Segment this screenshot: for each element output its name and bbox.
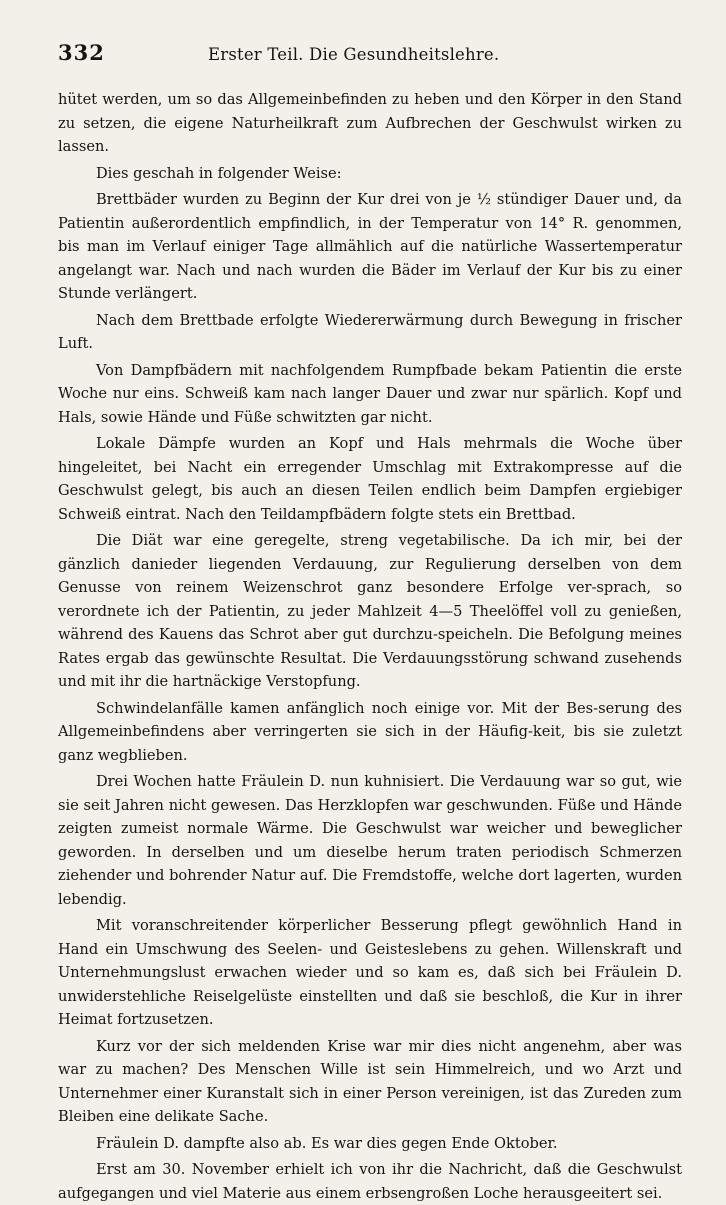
paragraph: Mit voranschreitender körperlicher Besserung pflegt gewöhnlich Hand in Hand ein Umschwung des Seelen- und Geisteslebens zu gehen. Willenskraft und Unternehmungslust erwachen wieder und so kam es, daß sich bei Fräulein D. unwiderstehliche Reiselgelüste einstellten und daß sie beschloß, die Kur in ihrer Heimat fortzusetzen.	[58, 917, 682, 1028]
paragraph: Brettbäder wurden zu Beginn der Kur drei von je ½ stündiger Dauer und, da Patientin außerordentlich empfindlich, in der Temperatur von 14° R. genommen, bis man im Verlauf einiger Tage allmählich auf die natürliche Wassertemperatur angelangt war. Nach und nach wurden die Bäder im Verlauf der Kur bis zu einer Stunde verlängert.	[58, 191, 682, 302]
paragraph: Kurz vor der sich meldenden Krise war mir dies nicht angenehm, aber was war zu machen? Des Menschen Wille ist sein Himmelreich, und wo Arzt und Unternehmer einer Kuranstalt sich in einer Person vereinigen, ist das Zureden zum Bleiben eine delikate Sache.	[58, 1037, 682, 1125]
paragraph: Von Dampfbädern mit nachfolgendem Rumpfbade bekam Patientin die erste Woche nur eins. Schweiß kam nach langer Dauer und zwar nur spärlich. Kopf und Hals, sowie Hände und Füße schwitzten gar nicht.	[58, 361, 682, 426]
body-text	[58, 88, 682, 1205]
running-title: Erster Teil. Die Gesundheitslehre.	[208, 45, 500, 64]
paragraph: Fräulein D. dampfte also ab. Es war dies gegen Ende Oktober.	[95, 1134, 558, 1152]
paragraph: Drei Wochen hatte Fräulein D. nun kuhnisiert. Die Verdauung war so gut, wie sie seit Jahren nicht gewesen. Das Herzklopfen war geschwunden. Füße und Hände zeigten zumeist normale Wärme. Die Geschwulst war weicher und beweglicher geworden. In derselben und um dieselbe herum traten periodisch Schmerzen ziehender und bohrender Natur auf. Die Fremdstoffe, welche dort lagerten, wurden lebendig.	[58, 773, 682, 908]
paragraph: Lokale Dämpfe wurden an Kopf und Hals mehrmals die Woche über hingeleitet, bei Nacht ein erregender Umschlag mit Extrakompresse auf die Geschwulst gelegt, bis auch an diesen Teilen endlich beim Dampfen ergiebiger Schweiß eintrat. Nach den Teildampfbädern folgte stets ein Brettbad.	[58, 435, 682, 523]
running-head	[58, 40, 682, 74]
paragraph: Dies geschah in folgender Weise:	[95, 164, 342, 182]
paragraph: Schwindelanfälle kamen anfänglich noch einige vor. Mit der Bes-serung des Allgemeinbefindens aber verringerten sie sich in der Häufig-keit, bis sie zuletzt ganz wegblieben.	[58, 699, 682, 764]
paragraph: Nach dem Brettbade erfolgte Wiedererwärmung durch Bewegung in frischer Luft.	[58, 311, 682, 352]
paragraph: Erst am 30. November erhielt ich von ihr die Nachricht, daß die Geschwulst aufgegangen und viel Materie aus einem erbsengroßen Loche herausgeeitert sei.	[58, 1161, 682, 1202]
page-number: 332	[58, 40, 105, 65]
paragraph: Die Diät war eine geregelte, streng vegetabilische. Da ich mir, bei der gänzlich danieder liegenden Verdauung, zur Regulierung derselben von dem Genusse von reinem Weizenschrot ganz besondere Erfolge ver-sprach, so verordnete ich der Patientin, zu jeder Mahlzeit 4—5 Theelöffel voll zu genießen, während des Kauens das Schrot aber gut durchzu-speicheln. Die Befolgung meines Rates ergab das gewünschte Resultat. Die Verdauungsstörung schwand zusehends und mit ihr die hartnäckige Verstopfung.	[58, 532, 682, 690]
paragraph: hütet werden, um so das Allgemeinbefinden zu heben und den Körper in den Stand zu setzen, die eigene Naturheilkraft zum Aufbrechen der Geschwulst wirken zu lassen.	[58, 91, 682, 155]
